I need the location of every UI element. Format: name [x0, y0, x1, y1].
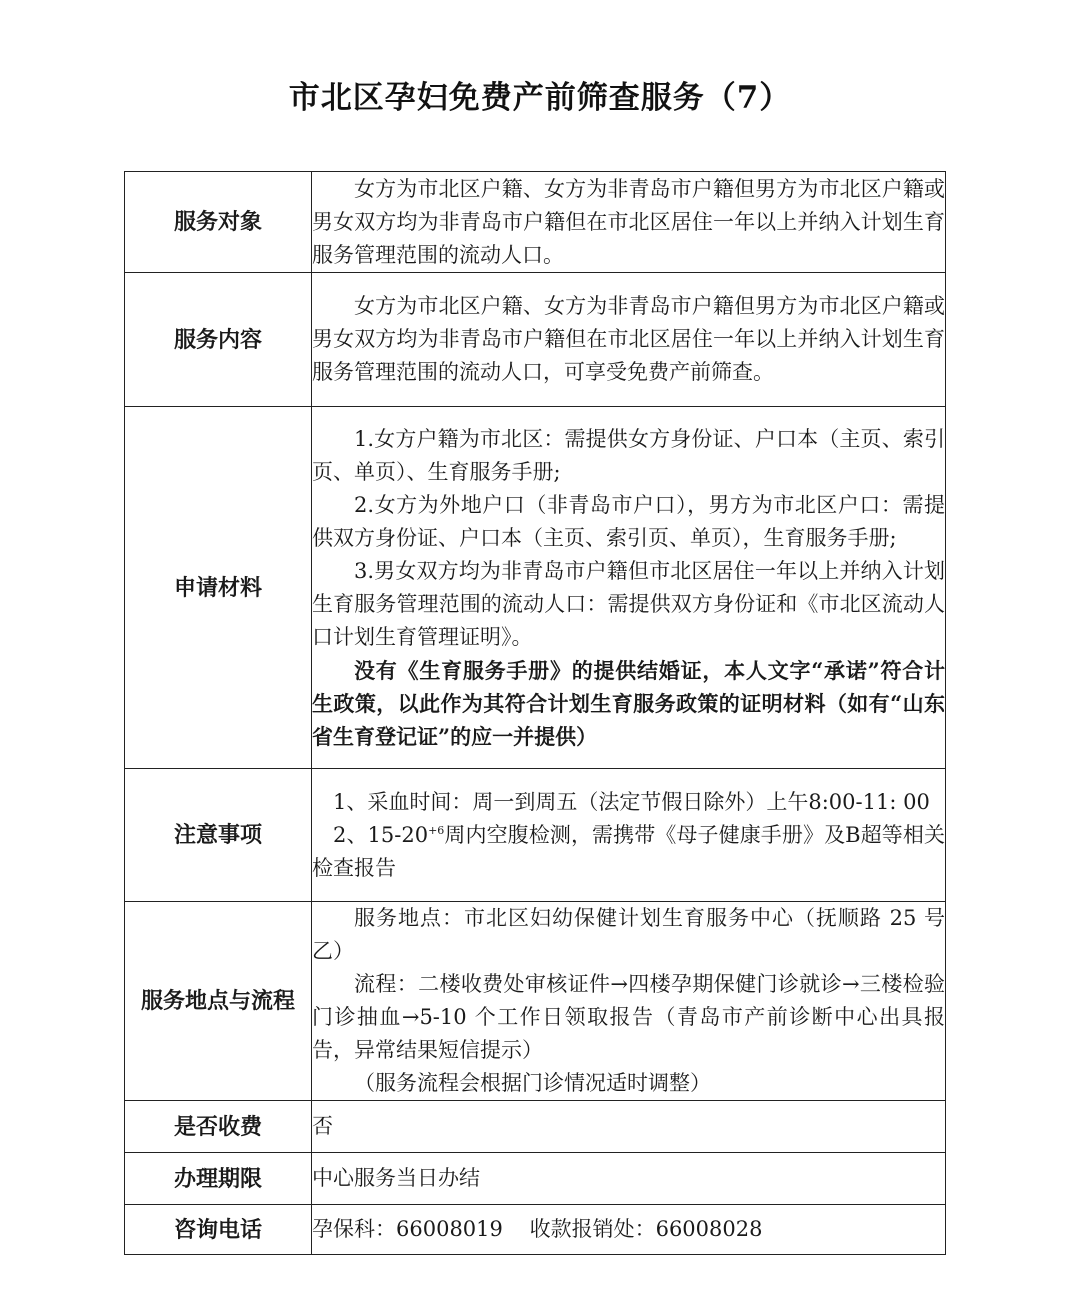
- table-row-content: [125, 273, 946, 407]
- fee-value: 否: [312, 1101, 946, 1153]
- row-label-location: 服务地点与流程: [125, 902, 312, 1101]
- notes-item-2-suffix: 周内空腹检测，需携带《母子健康手册》及B超等相关检查报告: [312, 822, 945, 880]
- row-label-notes: 注意事项: [125, 769, 312, 902]
- table-row-fee: [125, 1101, 946, 1153]
- row-label-materials: 申请材料: [125, 407, 312, 769]
- table-row-phone: [125, 1205, 946, 1255]
- location-address: 服务地点：市北区妇幼保健计划生育服务中心（抚顺路 25 号乙）: [312, 906, 945, 963]
- materials-note: 没有《生育服务手册》的提供结婚证，本人文字“承诺”符合计生政策，以此作为其符合计划生育服务政策的证明材料（如有“山东省生育登记证”的应一并提供）: [312, 657, 945, 749]
- row-label-phone: 咨询电话: [125, 1205, 312, 1255]
- page-title: 市北区孕妇免费产前筛查服务（7）: [288, 80, 792, 116]
- row-content-target: [312, 172, 946, 273]
- location-remark: （服务流程会根据门诊情况适时调整）: [354, 1071, 711, 1095]
- notes-item-2-superscript: +6: [428, 823, 445, 837]
- phone-value: 孕保科：66008019 收款报销处：66008028: [312, 1205, 946, 1255]
- table-row-period: [125, 1153, 946, 1205]
- row-content-location: [312, 902, 946, 1101]
- materials-item-3: 3.男女双方均为非青岛市户籍但市北区居住一年以上并纳入计划生育服务管理范围的流动人口：需提供双方身份证和《市北区流动人口计划生育管理证明》。: [312, 558, 945, 649]
- table-row-notes: [125, 769, 946, 902]
- content-text: 女方为市北区户籍、女方为非青岛市户籍但男方为市北区户籍或男女双方均为非青岛市户籍但在市北区居住一年以上并纳入计划生育服务管理范围的流动人口，可享受免费产前筛查。: [312, 294, 945, 384]
- target-text: 女方为市北区户籍、女方为非青岛市户籍但男方为市北区户籍或男女双方均为非青岛市户籍但在市北区居住一年以上并纳入计划生育服务管理范围的流动人口。: [312, 176, 945, 267]
- location-process: 流程：二楼收费处审核证件→四楼孕期保健门诊就诊→三楼检验门诊抽血→5-10 个工作日领取报告（青岛市产前诊断中心出具报告，异常结果短信提示）: [312, 972, 945, 1062]
- period-value: 中心服务当日办结: [312, 1153, 946, 1205]
- row-content-content: [312, 273, 946, 407]
- table-row-materials: [125, 407, 946, 769]
- service-table: [124, 171, 946, 1255]
- materials-item-1: 1.女方户籍为市北区：需提供女方身份证、户口本（主页、索引页、单页）、生育服务手册;: [312, 426, 945, 484]
- row-label-content: 服务内容: [125, 273, 312, 407]
- row-content-materials: [312, 407, 946, 769]
- row-label-fee: 是否收费: [125, 1101, 312, 1153]
- row-label-period: 办理期限: [125, 1153, 312, 1205]
- row-label-target: 服务对象: [125, 172, 312, 273]
- notes-item-2: [312, 819, 945, 885]
- table-row-target: [125, 172, 946, 273]
- row-content-notes: [312, 769, 946, 902]
- notes-item-1: 1、采血时间：周一到周五（法定节假日除外）上午8:00-11: 00: [333, 789, 930, 814]
- notes-item-2-prefix: 2、15-20: [333, 822, 429, 847]
- table-row-location: [125, 902, 946, 1101]
- materials-item-2: 2.女方为外地户口（非青岛市户口），男方为市北区户口：需提供双方身份证、户口本（主页、索引页、单页），生育服务手册;: [312, 492, 945, 550]
